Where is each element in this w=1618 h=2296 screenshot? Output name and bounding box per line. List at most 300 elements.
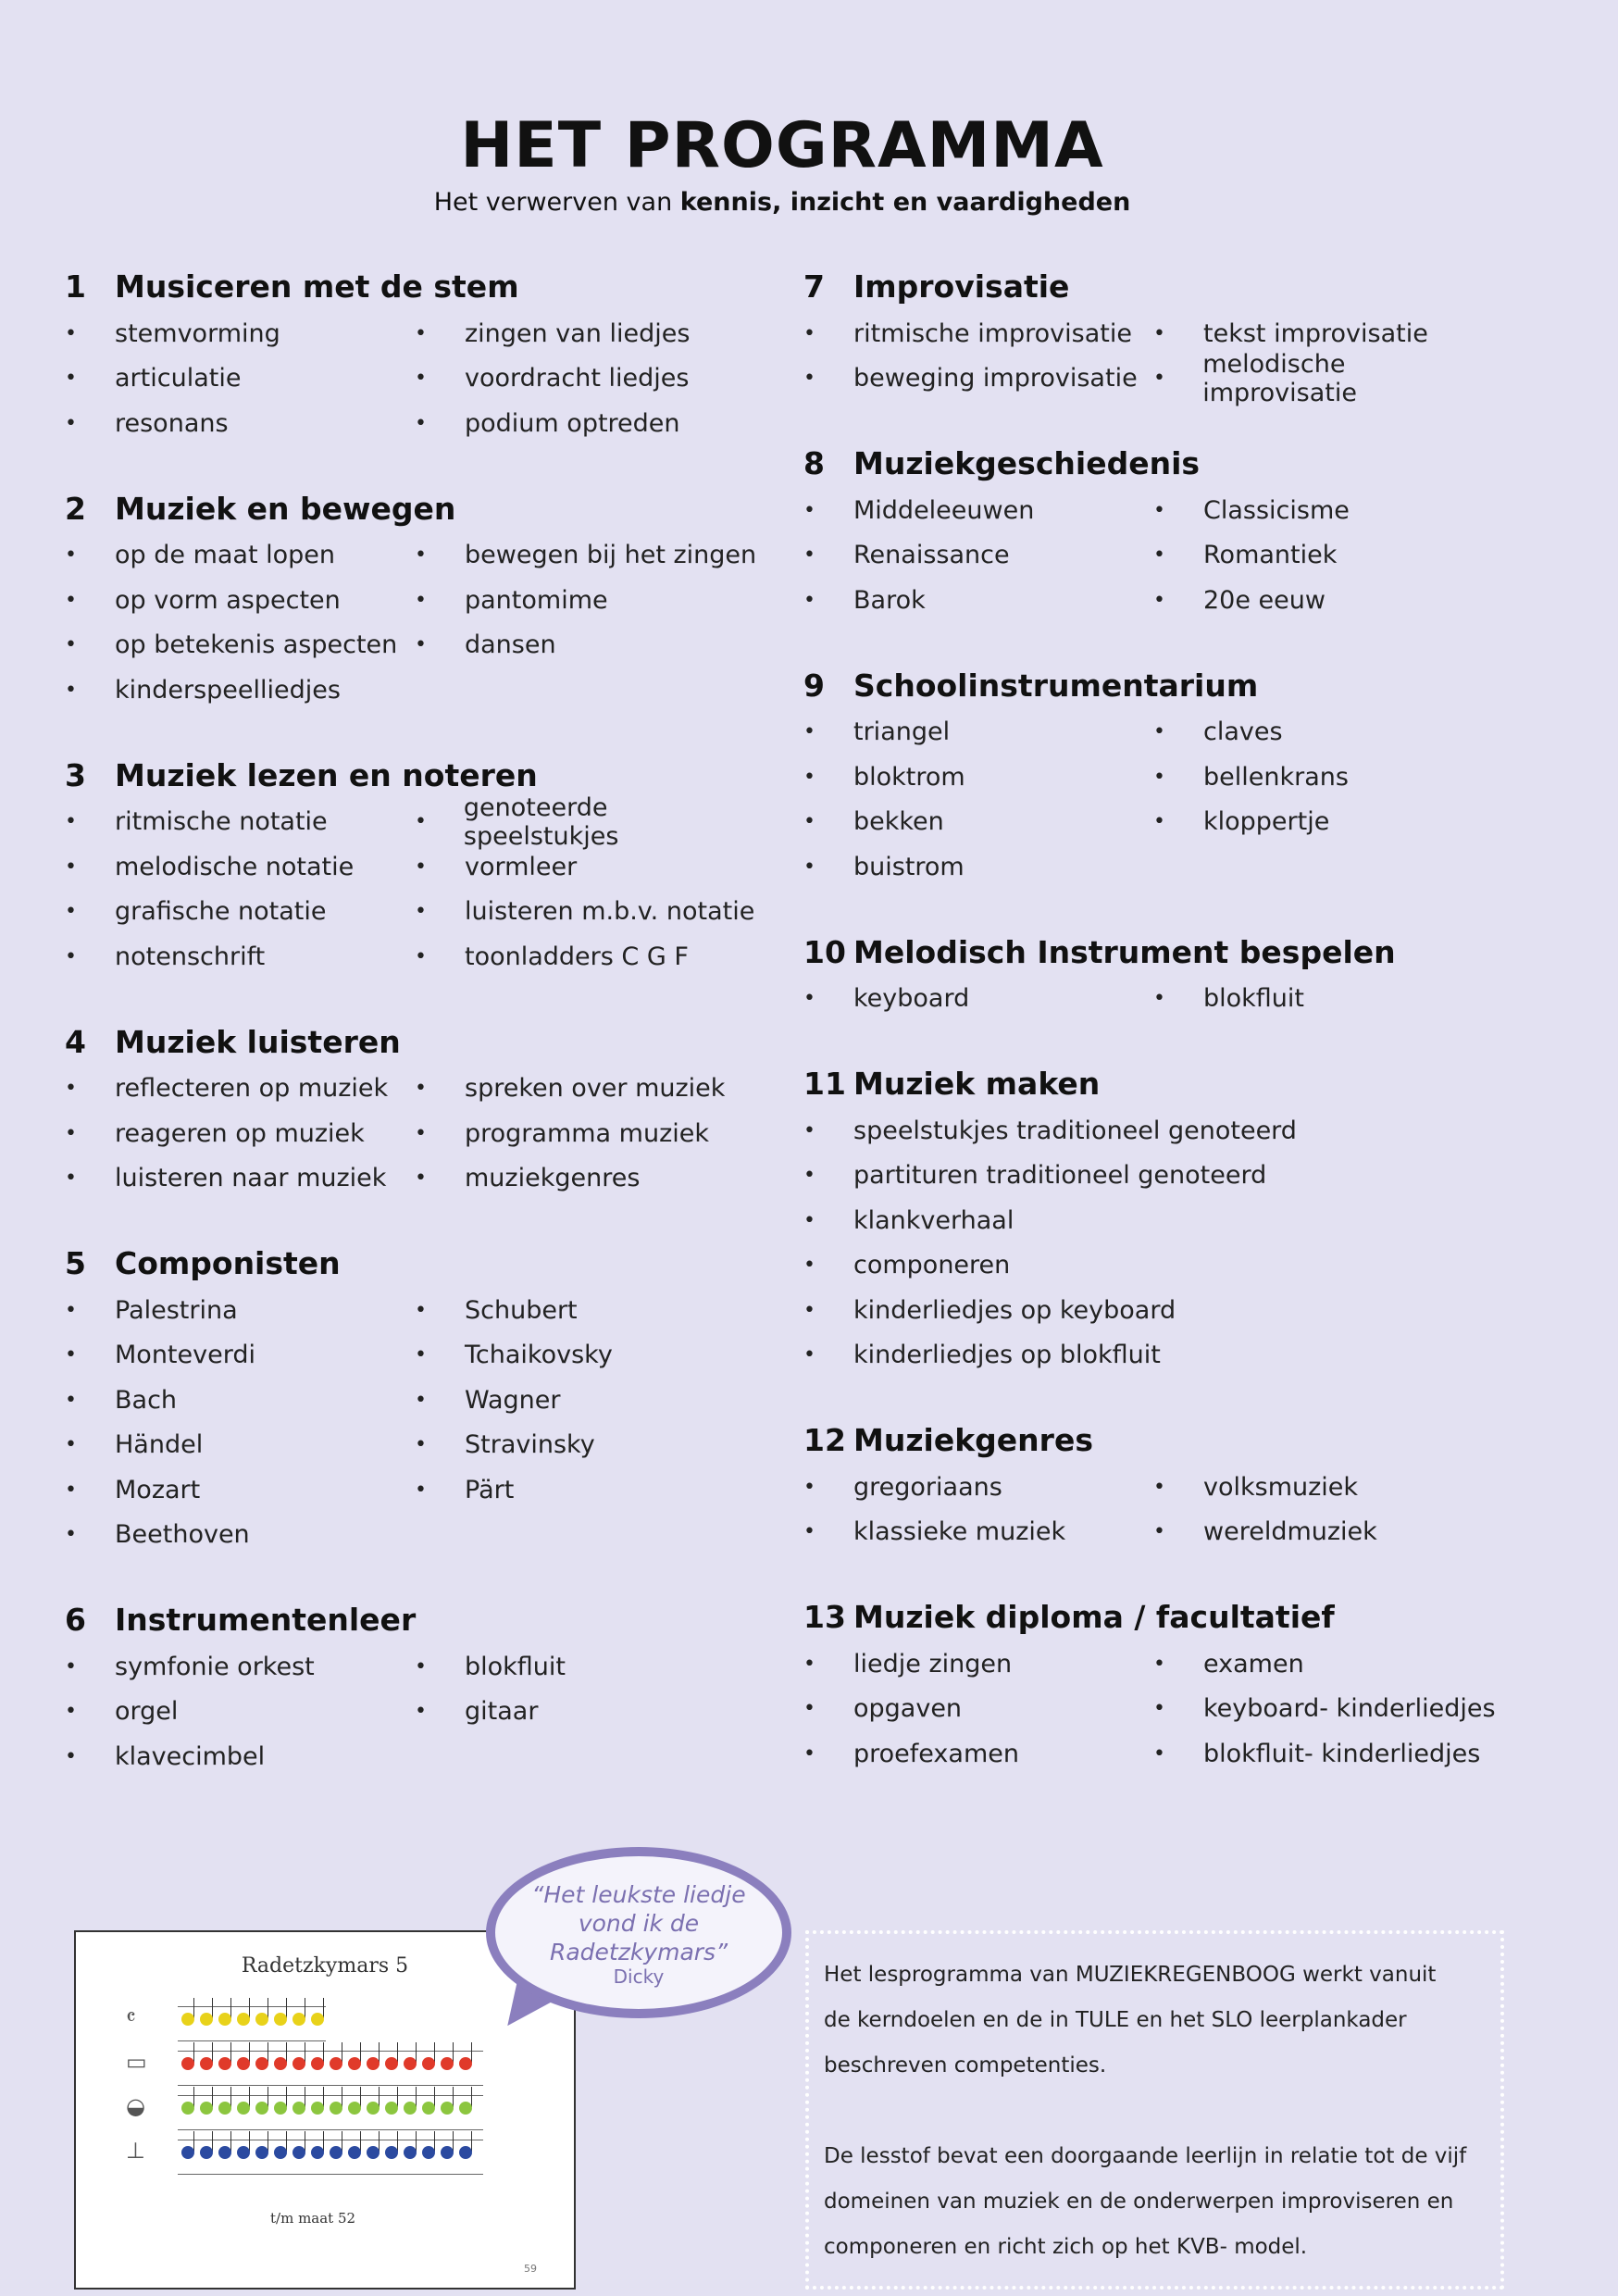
note [367,2146,380,2159]
list-item [65,1513,415,1558]
note [330,2146,342,2159]
list-item [803,755,1153,800]
bullet-icon: • [65,1167,77,1191]
list-item-text: triangel [853,718,951,747]
bullet-icon: • [65,900,77,924]
bullet-icon: • [803,1118,815,1142]
note [385,2146,398,2159]
bullet-icon: • [803,1741,815,1766]
list-item-text: voordracht liedjes [465,364,690,393]
bullet-icon: • [803,987,815,1011]
section-heading [803,1599,1544,1641]
list-item [65,1067,415,1112]
list-item-text: claves [1203,718,1283,747]
note [422,2146,435,2159]
section-title: Schoolinstrumentarium [853,667,1259,704]
section-12 [803,1422,1544,1554]
list-item [65,934,415,980]
bullet-icon: • [65,1298,77,1322]
list-item-text: Beethoven [115,1520,250,1550]
list-item-text: podium optreden [465,408,680,438]
list-item [1153,533,1503,579]
section-title: Muziekgenres [853,1422,1093,1458]
list-item [65,1156,415,1202]
section-13 [803,1599,1544,1777]
bullet-icon: • [803,498,815,522]
list-item-text: melodische improvisatie [1202,349,1357,407]
list-item-text: stemvorming [115,318,280,348]
note [311,2102,324,2115]
list-item-text: dansen [465,630,556,660]
bullet-icon: • [803,765,815,789]
list-item-text: beweging improvisatie [853,364,1138,393]
list-item [415,1288,765,1333]
list-item-text: tekst improvisatie [1203,318,1428,348]
bullet-icon: • [415,411,427,435]
note [348,2057,361,2070]
list-item [803,1288,1503,1333]
quote-author: Dicky [613,1965,665,1988]
list-item [803,1108,1503,1154]
note [218,2146,231,2159]
list-item-text: programma muziek [465,1118,710,1148]
bullet-icon: • [803,1208,815,1232]
list-item [803,710,1153,755]
list-item-text: pantomime [465,585,608,615]
list-item-text: grafische notatie [115,897,327,927]
list-item [415,1467,765,1513]
list-item-text: klankverhaal [853,1205,1014,1235]
note [181,2057,194,2070]
section-number: 2 [65,490,86,527]
section-title: Muziek en bewegen [115,490,456,527]
section-heading [65,1602,805,1644]
info-line: domeinen van muziek en de onderwerpen improviseren en [824,2190,1454,2214]
note [274,2057,287,2070]
note [200,2146,213,2159]
list-item-text: articulatie [115,364,242,393]
section-5 [65,1245,805,1557]
bullet-icon: • [65,1343,77,1367]
bullet-icon: • [65,1523,77,1547]
bullet-icon: • [65,1433,77,1457]
list-item-text: bellenkrans [1203,762,1349,792]
instrument-icon: 𝄴 [126,2004,136,2030]
bullet-icon: • [1153,1520,1165,1544]
bullet-icon: • [1153,321,1165,345]
list-item-text: kinderliedjes op keyboard [853,1295,1176,1325]
list-item [415,792,765,851]
list-item [415,356,765,402]
note [404,2146,417,2159]
info-line: de kerndoelen en de in TULE en het SLO leerplankader [824,2008,1407,2032]
list-item-text: proefexamen [853,1739,1019,1768]
bullet-icon: • [65,678,77,702]
bullet-icon: • [1153,1741,1165,1766]
list-item [1153,488,1503,533]
note [441,2057,454,2070]
quote-text: “Het leukste liedje vond ik de Radetzkymars” [531,1881,746,1965]
list-item-text: partituren traditioneel genoteerd [853,1161,1267,1191]
section-title: Muziekgeschiedenis [853,445,1201,481]
list-item-text: Romantiek [1203,541,1338,570]
list-item [803,578,1153,623]
sheet-page-number: 59 [524,2263,537,2275]
list-item [415,1156,765,1202]
list-item [415,311,765,356]
list-item-text: blokfluit [465,1652,566,1681]
bullet-icon: • [65,1700,77,1724]
bullet-icon: • [415,810,427,834]
list-item [1153,710,1503,755]
list-item [415,890,765,935]
list-item [803,1510,1153,1555]
bullet-icon: • [415,1298,427,1322]
section-6 [65,1602,805,1779]
bullet-icon: • [1153,987,1165,1011]
list-item [415,1067,765,1112]
bullet-icon: • [65,1077,77,1101]
note [311,2146,324,2159]
bullet-icon: • [65,810,77,834]
section-heading [65,1245,805,1288]
instrument-icon: ▭ [126,2049,147,2075]
note [237,2013,250,2026]
list-item [415,401,765,446]
note [274,2013,287,2026]
info-line: De lesstof bevat een doorgaande leerlijn in relatie tot de vijf [824,2144,1467,2168]
bullet-icon: • [65,1654,77,1678]
list-item [803,356,1153,402]
list-item [803,1687,1153,1732]
note [404,2057,417,2070]
note [292,2146,305,2159]
bullet-icon: • [1153,1697,1165,1721]
list-item [1153,349,1503,407]
section-9 [803,668,1544,890]
section-number: 3 [65,756,86,793]
bullet-icon: • [1153,810,1165,834]
bullet-icon: • [65,1388,77,1412]
info-box [805,1930,1504,2290]
section-number: 7 [803,268,825,305]
note [311,2013,324,2026]
list-item [803,488,1153,533]
sheet-footer: t/m maat 52 [270,2210,356,2227]
section-heading [803,934,1544,977]
list-item-text: Renaissance [853,541,1010,570]
note [218,2102,231,2115]
section-heading [65,491,805,533]
list-item [415,1644,765,1690]
list-item-text: muziekgenres [465,1164,641,1193]
note [459,2057,472,2070]
list-item [415,1423,765,1468]
bullet-icon: • [65,321,77,345]
info-line: componeren en richt zich op het KVB- model. [824,2235,1308,2259]
list-item [65,1111,415,1156]
note [218,2057,231,2070]
section-1 [65,268,805,446]
note [255,2057,268,2070]
note [255,2013,268,2026]
list-item [1153,1731,1503,1777]
section-2 [65,491,805,713]
list-item-text: gregoriaans [853,1472,1002,1502]
list-item [803,1154,1503,1199]
list-item [1153,755,1503,800]
bullet-icon: • [415,1388,427,1412]
list-item-text: toonladders C G F [465,942,689,971]
list-item-text: Classicisme [1203,495,1350,525]
list-item [803,1731,1153,1777]
list-item [1153,800,1503,845]
list-item [1153,1687,1503,1732]
note [181,2013,194,2026]
list-item [803,1198,1503,1243]
sheet-title: Radetzkymars 5 [241,1954,409,1978]
bullet-icon: • [803,543,815,568]
list-item-text: bloktrom [853,762,965,792]
list-item-text: notenschrift [115,942,266,971]
list-item-text: kinderliedjes op blokfluit [853,1341,1161,1370]
list-item [65,1423,415,1468]
list-item-text: klavecimbel [115,1741,266,1771]
section-number: 13 [803,1599,846,1635]
list-item-text: volksmuziek [1203,1472,1359,1502]
list-item-text: reflecteren op muziek [115,1074,389,1104]
note [200,2102,213,2115]
bullet-icon: • [415,367,427,391]
list-item-text: gitaar [465,1697,539,1727]
list-item [803,1243,1503,1289]
section-title: Muziek luisteren [115,1023,401,1060]
list-item-text: luisteren m.b.v. notatie [465,897,755,927]
note [459,2102,472,2115]
list-item-text: genoteerde speelstukjes [463,792,619,851]
section-number: 4 [65,1023,86,1060]
bullet-icon: • [415,633,427,657]
list-item [415,1378,765,1423]
section-heading [65,1024,805,1067]
note [237,2102,250,2115]
section-title: Muziek maken [853,1066,1101,1102]
section-title: Musiceren met de stem [115,268,519,305]
list-item [803,800,1153,845]
section-title: Melodisch Instrument bespelen [853,933,1396,970]
bullet-icon: • [415,1077,427,1101]
list-item [65,1378,415,1423]
section-heading [803,1422,1544,1465]
list-item-text: Middeleeuwen [853,495,1035,525]
section-8 [803,445,1544,623]
page-title: HET PROGRAMMA [460,109,1104,182]
bullet-icon: • [65,855,77,879]
list-item [415,934,765,980]
list-item-text: luisteren naar muziek [115,1164,387,1193]
list-item [803,1641,1153,1687]
list-item [415,623,765,668]
list-item-text: Stravinsky [465,1430,595,1460]
bullet-icon: • [803,1520,815,1544]
bullet-icon: • [803,1343,815,1367]
note [459,2146,472,2159]
bullet-icon: • [803,855,815,879]
section-title: Instrumentenleer [115,1602,417,1638]
list-item-text: buistrom [853,852,965,881]
list-item [65,1734,415,1779]
note [385,2102,398,2115]
list-item [65,578,415,623]
bullet-icon: • [803,1475,815,1499]
note [274,2146,287,2159]
note [255,2102,268,2115]
section-7 [803,268,1544,407]
bullet-icon: • [415,1433,427,1457]
instrument-icon: ◒ [126,2093,145,2119]
section-number: 1 [65,268,86,305]
note [404,2102,417,2115]
list-item [65,356,415,402]
list-item-text: Pärt [465,1475,515,1504]
bullet-icon: • [415,321,427,345]
section-title: Muziek diploma / facultatief [853,1599,1335,1635]
note [237,2057,250,2070]
note [200,2057,213,2070]
bullet-icon: • [803,1254,815,1278]
info-line: Het lesprogramma van MUZIEKREGENBOOG werkt vanuit [824,1963,1437,1987]
bullet-icon: • [65,411,77,435]
bullet-icon: • [65,367,77,391]
bullet-icon: • [803,588,815,612]
section-number: 6 [65,1602,86,1638]
bullet-icon: • [65,588,77,612]
list-item-text: symfonie orkest [115,1652,315,1681]
note [255,2146,268,2159]
list-item [803,1333,1503,1379]
note [181,2146,194,2159]
bullet-icon: • [65,1478,77,1502]
list-item-text: Schubert [465,1295,578,1325]
list-item-text: componeren [853,1251,1011,1280]
list-item-text: speelstukjes traditioneel genoteerd [853,1116,1297,1145]
note [330,2057,342,2070]
note [218,2013,231,2026]
note [348,2102,361,2115]
section-number: 12 [803,1422,846,1458]
list-item-text: bekken [853,807,944,837]
bullet-icon: • [803,1652,815,1676]
bullet-icon: • [1153,1475,1165,1499]
section-title: Componisten [115,1245,341,1281]
list-item [65,401,415,446]
note [367,2102,380,2115]
list-item-text: reageren op muziek [115,1118,365,1148]
bullet-icon: • [803,1164,815,1188]
list-item-text: op betekenis aspecten [115,630,398,660]
list-item [65,311,415,356]
bullet-icon: • [415,1121,427,1145]
note [237,2146,250,2159]
staff [178,2006,326,2041]
list-item-text: wereldmuziek [1203,1517,1377,1547]
list-item [803,311,1153,356]
list-item [803,844,1153,890]
note [292,2057,305,2070]
section-number: 10 [803,933,846,970]
list-item [415,1333,765,1379]
staff [178,2140,483,2175]
list-item-text: blokfluit [1203,984,1305,1014]
section-4 [65,1024,805,1202]
list-item-text: ritmische improvisatie [853,318,1132,348]
list-item-text: orgel [115,1697,179,1727]
list-item-text: kinderspeelliedjes [115,675,341,705]
list-item [65,1690,415,1735]
list-item [803,1465,1153,1510]
bullet-icon: • [415,855,427,879]
left-column [65,268,805,1779]
staff [178,2051,483,2086]
list-item-text: Palestrina [115,1295,238,1325]
list-item [65,1288,415,1333]
instrument-icon: ⊥ [126,2138,145,2164]
list-item [1153,1465,1503,1510]
list-item [65,844,415,890]
bullet-icon: • [65,1744,77,1768]
list-item-text: 20e eeuw [1203,585,1326,615]
section-heading [65,268,805,311]
list-item-text: blokfluit- kinderliedjes [1203,1739,1481,1768]
bullet-icon: • [803,367,815,391]
note [348,2146,361,2159]
list-item [65,800,415,845]
section-11 [803,1066,1544,1378]
list-item-text: bewegen bij het zingen [465,541,757,570]
section-number: 5 [65,1245,86,1281]
bullet-icon: • [65,543,77,568]
note [441,2102,454,2115]
list-item-text: op de maat lopen [115,541,336,570]
note [330,2102,342,2115]
staff [178,2095,483,2130]
list-item [65,1333,415,1379]
list-item [65,890,415,935]
bullet-icon: • [415,1700,427,1724]
bullet-icon: • [65,944,77,968]
page-subtitle: Het verwerven van kennis, inzicht en vaardigheden [433,188,1131,217]
note [422,2102,435,2115]
list-item-text: opgaven [853,1694,963,1724]
bullet-icon: • [1153,367,1165,391]
list-item-text: melodische notatie [115,852,355,881]
note [367,2057,380,2070]
list-item [415,1111,765,1156]
bullet-icon: • [1153,765,1165,789]
bullet-icon: • [65,1121,77,1145]
list-item [1153,1641,1503,1687]
bullet-icon: • [415,1167,427,1191]
bullet-icon: • [1153,1652,1165,1676]
note [200,2013,213,2026]
bullet-icon: • [803,720,815,744]
list-item-text: klassieke muziek [853,1517,1066,1547]
section-number: 8 [803,445,825,481]
list-item-text: Mozart [115,1475,201,1504]
note [292,2102,305,2115]
section-10 [803,934,1544,1022]
note [274,2102,287,2115]
